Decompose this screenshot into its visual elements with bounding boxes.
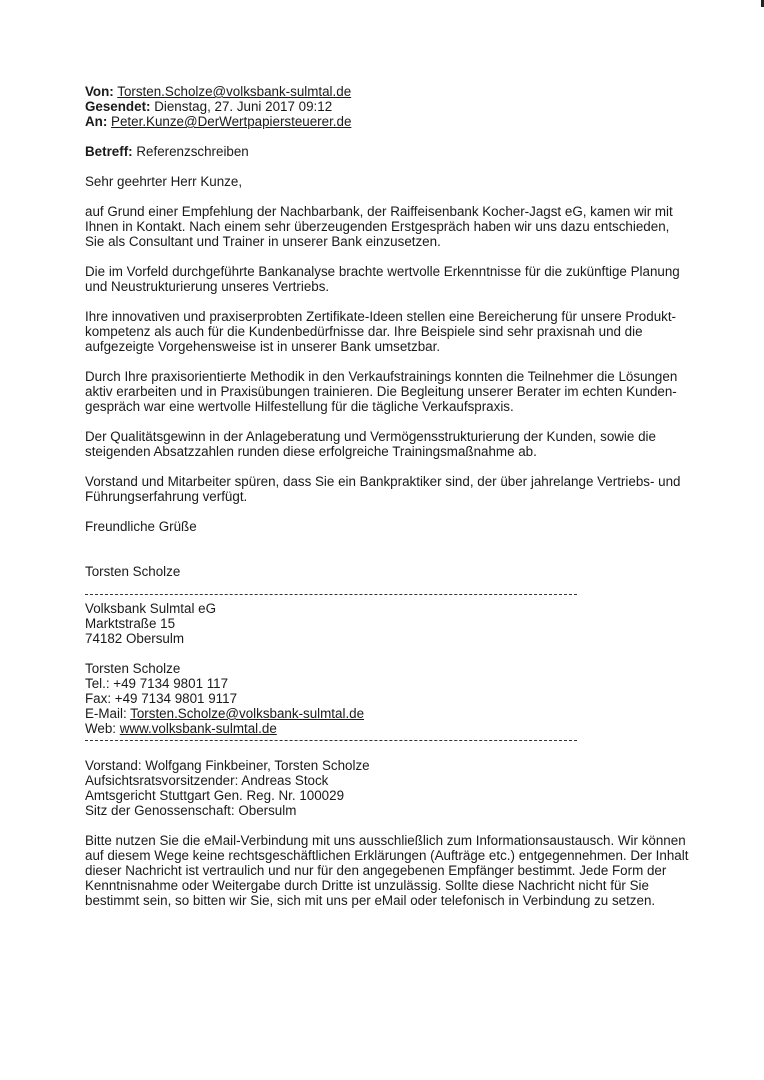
contact-name: Torsten Scholze [85,661,181,676]
text-line: Durch Ihre praxisorientierte Methodik in den Verkaufstrainings konnten die Teilnehmer die Lösungen [85,369,678,384]
salutation: Sehr geehrter Herr Kunze, [85,174,243,189]
from-label: Von: [85,84,114,99]
from-email-link[interactable]: Torsten.Scholze@volksbank-sulmtal.de [117,84,352,99]
text-line: Bitte nutzen Sie die eMail-Verbindung mit uns ausschließlich zum Informationsaustausch. Wir können [85,833,686,848]
to-label: An: [85,114,108,129]
text-line: auf diesem Wege keine rechtsgeschäftlichen Erklärungen (Aufträge etc.) entgegennehmen. Der Inhalt [85,848,689,863]
company-name: Volksbank Sulmtal eG [85,601,216,616]
company-city: 74182 Obersulm [85,631,184,646]
subject-row [85,144,665,159]
text-line: Führungserfahrung verfügt. [85,489,248,504]
email-label: E-Mail: [85,706,131,721]
text-line: auf Grund einer Empfehlung der Nachbarbank, der Raiffeisenbank Kocher-Jagst eG, kamen wir mit [85,204,673,219]
email-printout [85,84,689,908]
subject-label: Betreff: [85,144,133,159]
text-line: steigenden Absatzzahlen runden diese erfolgreiche Trainingsmaßnahme ab. [85,444,537,459]
contact-web-row [85,721,665,736]
contact-fax: Fax: +49 7134 9801 9117 [85,691,238,706]
website-link[interactable]: www.volksbank-sulmtal.de [119,721,277,736]
body-paragraph [85,264,680,294]
signature-name: Torsten Scholze [85,564,181,579]
text-line: kompetenz als auch für die Kundenbedürfnisse dar. Ihre Beispiele sind sehr praxisnah und die [85,324,643,339]
text-line: aktiv erarbeiten und in Praxisübungen trainieren. Die Begleitung unserer Berater im echten Kunden- [85,384,677,399]
text-line: Ihnen in Kontakt. Nach einem sehr überzeugenden Erstgespräch haben wir uns dazu entschieden, [85,219,670,234]
supervisory-chair: Aufsichtsratsvorsitzender: Andreas Stock [85,773,329,788]
body-paragraph [85,204,673,249]
web-label: Web: [85,721,120,736]
contact-email-link[interactable]: Torsten.Scholze@volksbank-sulmtal.de [130,706,365,721]
from-row [85,84,665,99]
company-street: Marktstraße 15 [85,616,176,631]
to-row [85,114,665,129]
text-line: Der Qualitätsgewinn in der Anlageberatung und Vermögensstrukturierung der Kunden, sowie die [85,429,656,444]
text-line: gespräch war eine wertvolle Hilfestellung für die tägliche Verkaufspraxis. [85,399,514,414]
sent-value: Dienstag, 27. Juni 2017 09:12 [154,99,333,114]
registered-seat: Sitz der Genossenschaft: Obersulm [85,803,297,818]
body-paragraph [85,309,677,354]
text-line: Vorstand und Mitarbeiter spüren, dass Sie ein Bankpraktiker sind, der über jahrelange Vertriebs- und [85,474,681,489]
body-paragraph [85,474,681,504]
dashed-separator [85,594,577,595]
text-line: und Neustrukturierung unseres Vertriebs. [85,279,330,294]
email-header [85,84,665,159]
text-line: Ihre innovativen und praxiserprobten Zertifikate-Ideen stellen eine Bereicherung für unsere Produkt- [85,309,677,324]
text-line: aufgezeigte Vorgehensweise ist in unserer Bank umsetzbar. [85,339,441,354]
signature-block [85,601,665,736]
text-line: bestimmt sein, so bitten wir Sie, sich mit uns per eMail oder telefonisch in Verbindung zu setzen. [85,893,656,908]
text-line: Sie als Consultant und Trainer in unserer Bank einzusetzen. [85,234,441,249]
body-paragraph [85,429,665,459]
sent-row [85,99,665,114]
text-line: Kenntnisnahme oder Weitergabe durch Dritte ist unzulässig. Sollte diese Nachricht nicht für Sie [85,878,649,893]
disclaimer [85,833,689,908]
register-court: Amtsgericht Stuttgart Gen. Reg. Nr. 100029 [85,788,345,803]
contact-phone: Tel.: +49 7134 9801 117 [85,676,229,691]
text-line: dieser Nachricht ist vertraulich und nur für den angegebenen Empfänger bestimmt. Jede Form der [85,863,667,878]
dashed-separator [85,740,577,741]
text-line: Die im Vorfeld durchgeführte Bankanalyse brachte wertvolle Erkenntnisse für die zukünftige Planung [85,264,680,279]
sent-label: Gesendet: [85,99,151,114]
subject-value: Referenzschreiben [136,144,249,159]
board-members: Vorstand: Wolfgang Finkbeiner, Torsten Scholze [85,758,370,773]
to-email-link[interactable]: Peter.Kunze@DerWertpapiersteuerer.de [111,114,352,129]
closing: Freundliche Grüße [85,519,197,534]
legal-info [85,758,665,818]
body-paragraph [85,369,678,414]
contact-email-row [85,706,665,721]
